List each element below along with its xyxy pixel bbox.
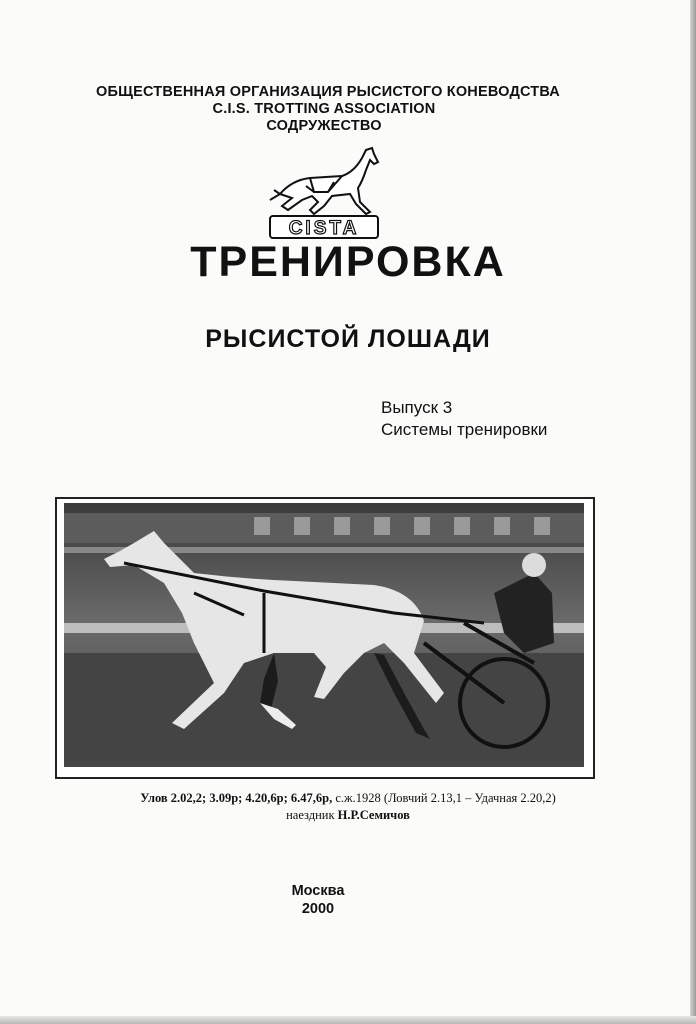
issue-block xyxy=(381,397,547,441)
page-edge-right xyxy=(690,0,696,1024)
cista-logo xyxy=(262,140,386,244)
driver-label: наездник xyxy=(286,808,338,822)
photo-caption-records xyxy=(0,791,696,806)
harness-racing-photo xyxy=(64,503,584,767)
organization-name-ru: ОБЩЕСТВЕННАЯ ОРГАНИЗАЦИЯ РЫСИСТОГО КОНЕВОДСТВА xyxy=(96,84,560,100)
book-title: ТРЕНИРОВКА xyxy=(190,238,506,286)
page-edge-bottom xyxy=(0,1016,696,1024)
horse-pedigree: с.ж.1928 (Ловчий 2.13,1 – Удачная 2.20,2) xyxy=(332,791,556,805)
horse-records: 2.02,2; 3.09р; 4.20,6р; 6.47,6р, xyxy=(167,791,333,805)
publication-city: Москва xyxy=(291,883,345,899)
organization-name-en: C.I.S. TROTTING ASSOCIATION xyxy=(212,101,436,117)
driver-name: Н.Р.Семичов xyxy=(337,808,410,822)
issue-topic: Системы тренировки xyxy=(381,420,548,439)
trotting-horse-icon xyxy=(270,148,378,214)
horse-name: Улов xyxy=(140,791,168,805)
organization-commonwealth: СОДРУЖЕСТВО xyxy=(266,118,382,134)
publication-year: 2000 xyxy=(301,901,335,917)
cista-logo-text: CISTA xyxy=(288,218,360,239)
issue-number: Выпуск 3 xyxy=(381,398,453,417)
photo-caption-driver xyxy=(0,808,696,823)
book-subtitle: РЫСИСТОЙ ЛОШАДИ xyxy=(205,325,491,353)
cista-wordmark xyxy=(270,216,378,239)
